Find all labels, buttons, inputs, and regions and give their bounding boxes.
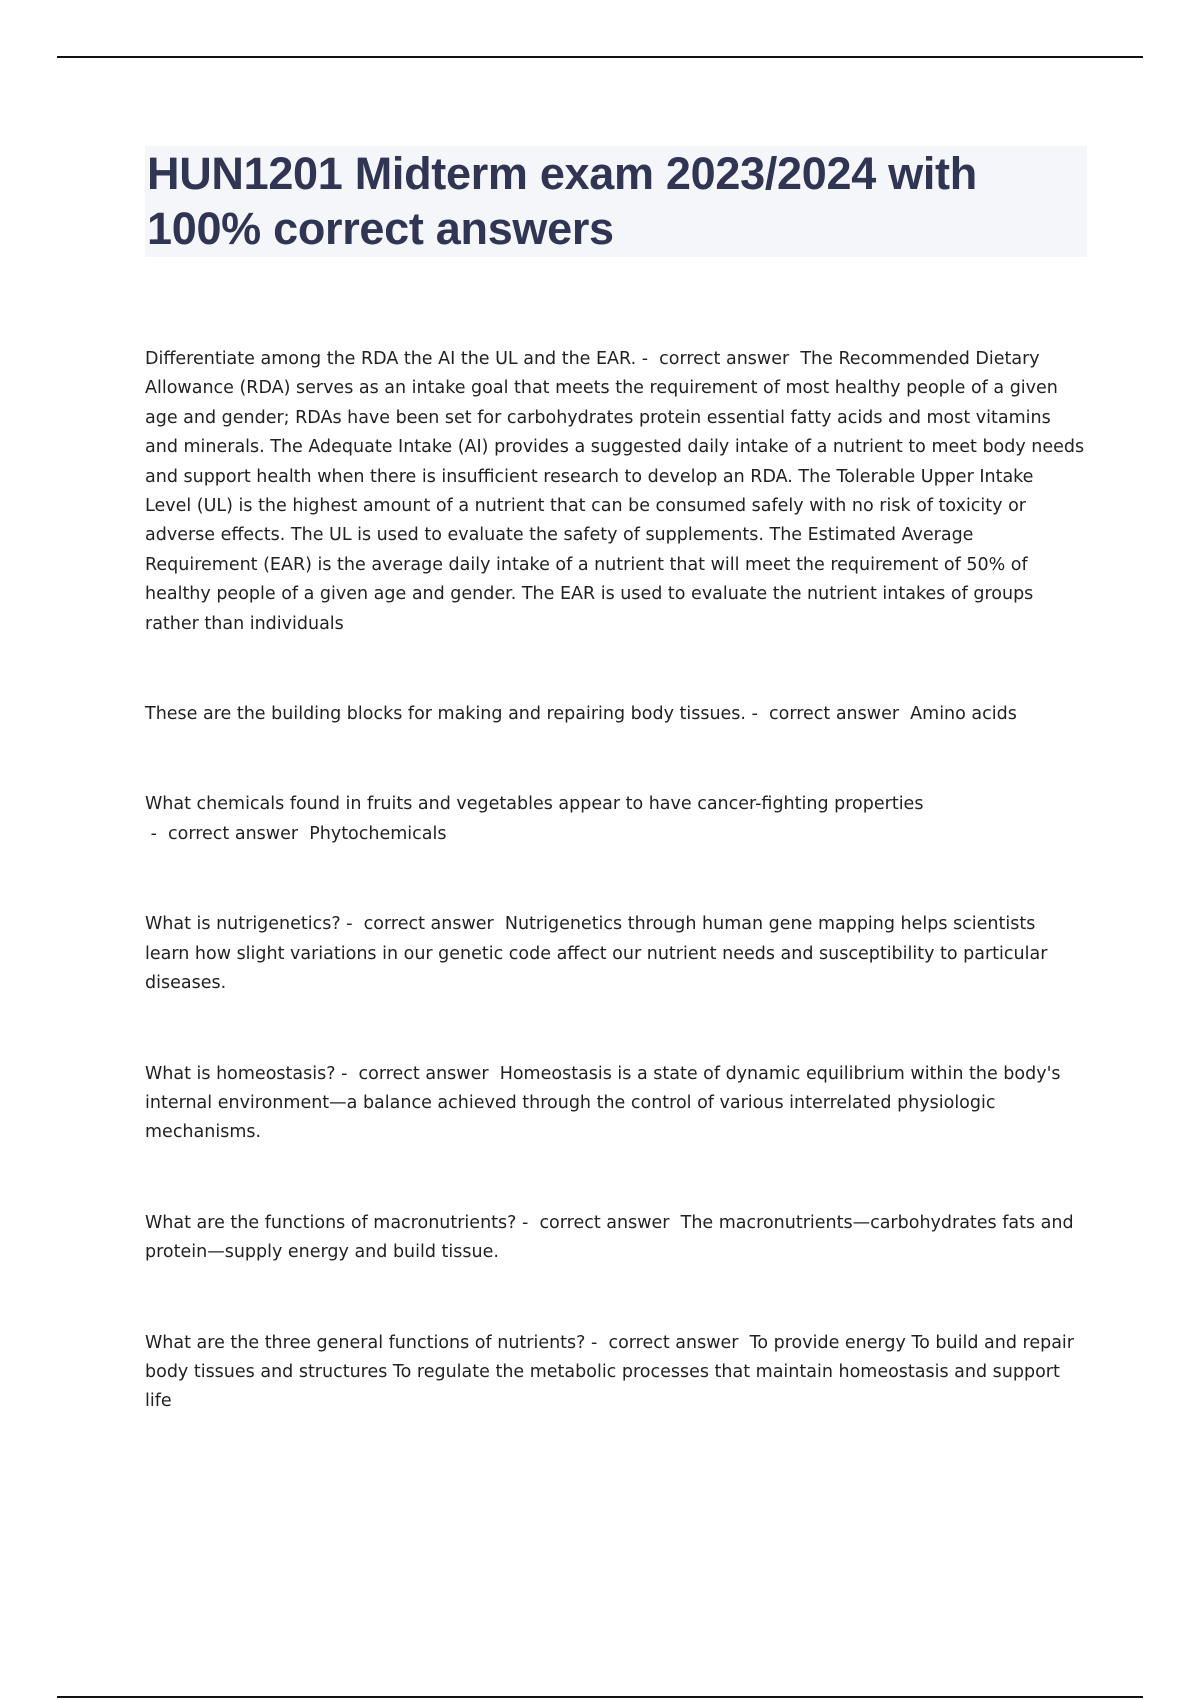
- qa-item: [145, 345, 1085, 639]
- answer-text: Amino acids: [910, 704, 1017, 725]
- answer-separator: - correct answer: [516, 1212, 681, 1233]
- answer-text: Nutrigenetics through human gene mapping helps scientists learn how slight variations in our genetic code affect our nutrient needs and susceptibility to particular diseases.: [145, 914, 1048, 994]
- top-rule: [57, 56, 1143, 58]
- qa-item: [145, 700, 1085, 729]
- qa-item: [145, 1329, 1085, 1417]
- question-text: What are the three general functions of nutrients?: [145, 1332, 586, 1353]
- qa-item: [145, 910, 1085, 998]
- question-text: What chemicals found in fruits and vegetables appear to have cancer-fighting properties: [145, 794, 924, 815]
- answer-separator: - correct answer: [636, 349, 801, 369]
- answer-text: The Recommended Dietary Allowance (RDA) serves as an intake goal that meets the requirement of most healthy people of a given age and gender; RDAs have been set for carbohydrates protein essential fatty acids and most vitamins and minerals. The Adequate Intake (AI) provides a suggested daily intake of a nutrient to meet body needs and support health when there is insufficient research to develop an RDA. The Tolerable Upper Intake Level (UL) is the highest amount of a nutrient that can be consumed safely with no risk of toxicity or adverse effects. The UL is used to evaluate the safety of supplements. The Estimated Average Requirement (EAR) is the average daily intake of a nutrient that will meet the requirement of 50% of healthy people of a given age and gender. The EAR is used to evaluate the nutrient intakes of groups rather than individuals: [145, 349, 1085, 634]
- answer-separator: - correct answer: [340, 914, 505, 935]
- question-text: What are the functions of macronutrients?: [145, 1212, 517, 1233]
- bottom-rule: [57, 1696, 1143, 1698]
- question-text: These are the building blocks for making and repairing body tissues.: [145, 704, 746, 725]
- answer-separator: - correct answer: [335, 1063, 500, 1084]
- answer-separator: - correct answer: [745, 704, 911, 725]
- qa-list: [145, 345, 1085, 1417]
- answer-text: Homeostasis is a state of dynamic equilibrium within the body's internal environment—a balance achieved through the control of various interrelated physiologic mechanisms.: [145, 1063, 1061, 1143]
- answer-separator: - correct answer: [145, 823, 310, 844]
- answer-separator: - correct answer: [585, 1332, 750, 1353]
- qa-item: [145, 1060, 1085, 1148]
- title-block: [145, 146, 1087, 257]
- answer-text: To provide energy To build and repair body tissues and structures To regulate the metabolic processes that maintain homeostasis and support life: [145, 1332, 1074, 1412]
- qa-item: [145, 790, 1085, 849]
- answer-text: Phytochemicals: [309, 823, 447, 844]
- question-text: What is nutrigenetics?: [145, 914, 341, 935]
- qa-item: [145, 1209, 1085, 1268]
- question-text: What is homeostasis?: [145, 1063, 336, 1084]
- answer-text: The macronutrients—carbohydrates fats and protein—supply energy and build tissue.: [145, 1212, 1074, 1263]
- page-title: HUN1201 Midterm exam 2023/2024 with 100% correct answers: [147, 148, 977, 254]
- question-text: Differentiate among the RDA the AI the UL and the EAR.: [145, 349, 637, 369]
